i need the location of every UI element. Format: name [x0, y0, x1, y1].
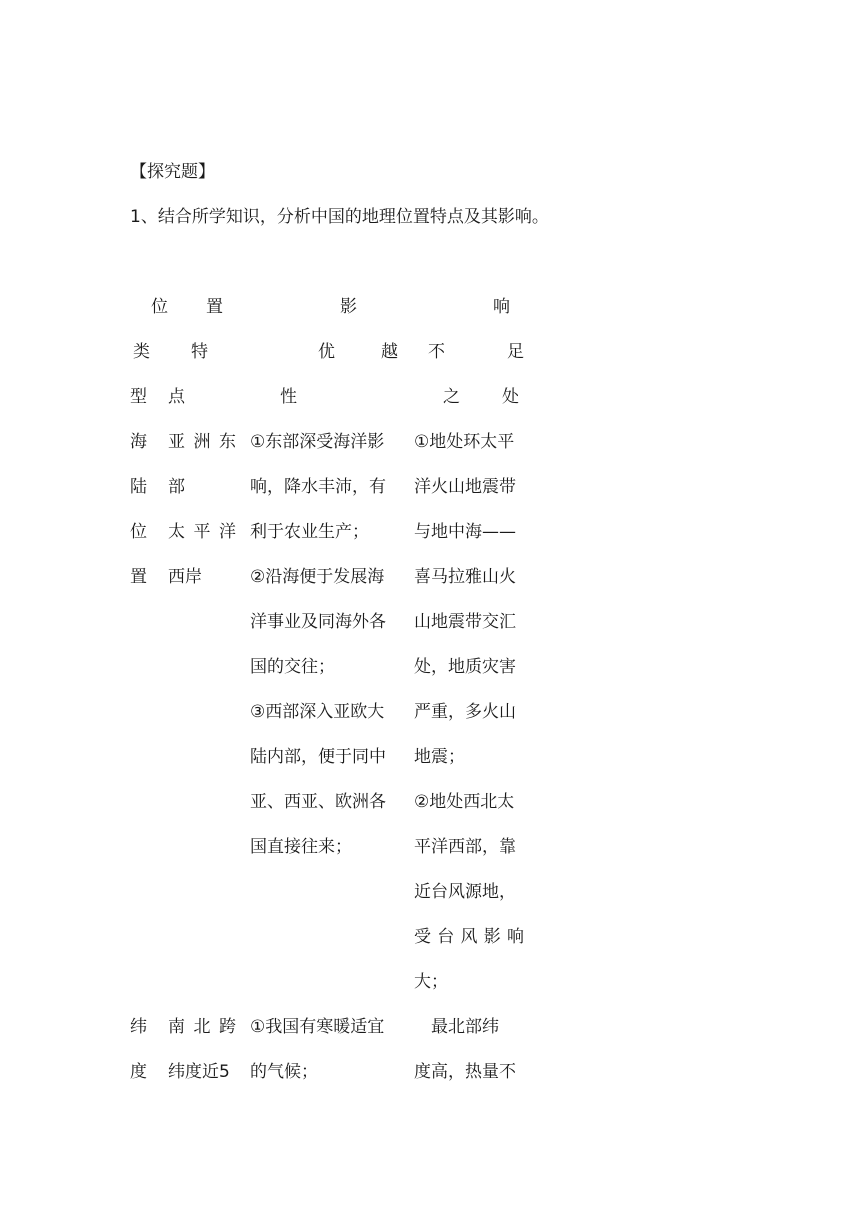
row1-disadvantage-line: 平洋西部，靠	[414, 837, 516, 857]
row1-advantage-line: 洋事业及同海外各	[250, 612, 386, 632]
row1-disadvantage-line: ②地处西北太	[414, 792, 515, 812]
row1-disadvantage-line: 严重，多火山	[414, 702, 516, 722]
header-feature-2: 点	[168, 387, 185, 407]
row1-disadvantage-line: 地震；	[414, 747, 465, 767]
row1-disadvantage-line: 喜马拉雅山火	[414, 567, 516, 587]
question-text: 1、结合所学知识，分析中国的地理位置特点及其影响。	[130, 207, 549, 227]
row1-feature-line: 西岸	[168, 567, 202, 587]
row2-type-line: 度	[130, 1062, 147, 1082]
header-type-1: 类	[133, 342, 150, 362]
header-disadvantage-1: 不 足	[428, 342, 524, 362]
header-position: 位 置	[151, 297, 223, 317]
row1-type-line: 陆	[130, 477, 147, 497]
row2-feature-line: 纬度近5	[168, 1062, 230, 1082]
row1-advantage-line: 响，降水丰沛，有	[250, 477, 386, 497]
row1-feature-line: 亚洲东	[168, 432, 236, 452]
header-disadvantage-2: 之 处	[443, 387, 519, 407]
header-type-2: 型	[130, 387, 147, 407]
row2-disadvantage-line: 最北部纬	[414, 1017, 499, 1037]
row1-disadvantage-line: 处，地质灾害	[414, 657, 516, 677]
row2-type-line: 纬	[130, 1017, 147, 1037]
header-influence-left: 影	[340, 297, 357, 317]
row2-feature-line: 南北跨	[168, 1017, 236, 1037]
row1-feature-line: 部	[168, 477, 185, 497]
row1-disadvantage-line: 与地中海——	[414, 522, 516, 542]
row1-feature-line: 太平洋	[168, 522, 236, 542]
header-influence-right: 响	[493, 297, 510, 317]
row1-advantage-line: ②沿海便于发展海	[250, 567, 385, 587]
row1-advantage-line: 国直接往来；	[250, 837, 352, 857]
row1-disadvantage-line: 洋火山地震带	[414, 477, 516, 497]
row1-type-line: 位	[130, 522, 147, 542]
row1-type-line: 置	[130, 567, 147, 587]
row1-disadvantage-line: 近台风源地，	[414, 882, 516, 902]
row1-disadvantage-line: 大；	[414, 972, 448, 992]
row1-advantage-line: 国的交往；	[250, 657, 335, 677]
section-heading: 【探究题】	[130, 162, 215, 182]
row1-advantage-line: 陆内部，便于同中	[250, 747, 386, 767]
header-advantage-2: 性	[280, 387, 297, 407]
row2-disadvantage-line: 度高，热量不	[414, 1062, 516, 1082]
row1-disadvantage-line: 山地震带交汇	[414, 612, 516, 632]
row1-disadvantage-line: 受台风影响	[414, 927, 524, 947]
row2-advantage-line: 的气候；	[250, 1062, 318, 1082]
row1-advantage-line: ③西部深入亚欧大	[250, 702, 385, 722]
row1-advantage-line: 利于农业生产；	[250, 522, 369, 542]
row1-disadvantage-line: ①地处环太平	[414, 432, 515, 452]
row1-type-line: 海	[130, 432, 147, 452]
header-feature-1: 特	[191, 342, 208, 362]
row2-advantage-line: ①我国有寒暖适宜	[250, 1017, 385, 1037]
header-advantage-1: 优 越	[318, 342, 398, 362]
row1-advantage-line: ①东部深受海洋影	[250, 432, 385, 452]
row1-advantage-line: 亚、西亚、欧洲各	[250, 792, 386, 812]
